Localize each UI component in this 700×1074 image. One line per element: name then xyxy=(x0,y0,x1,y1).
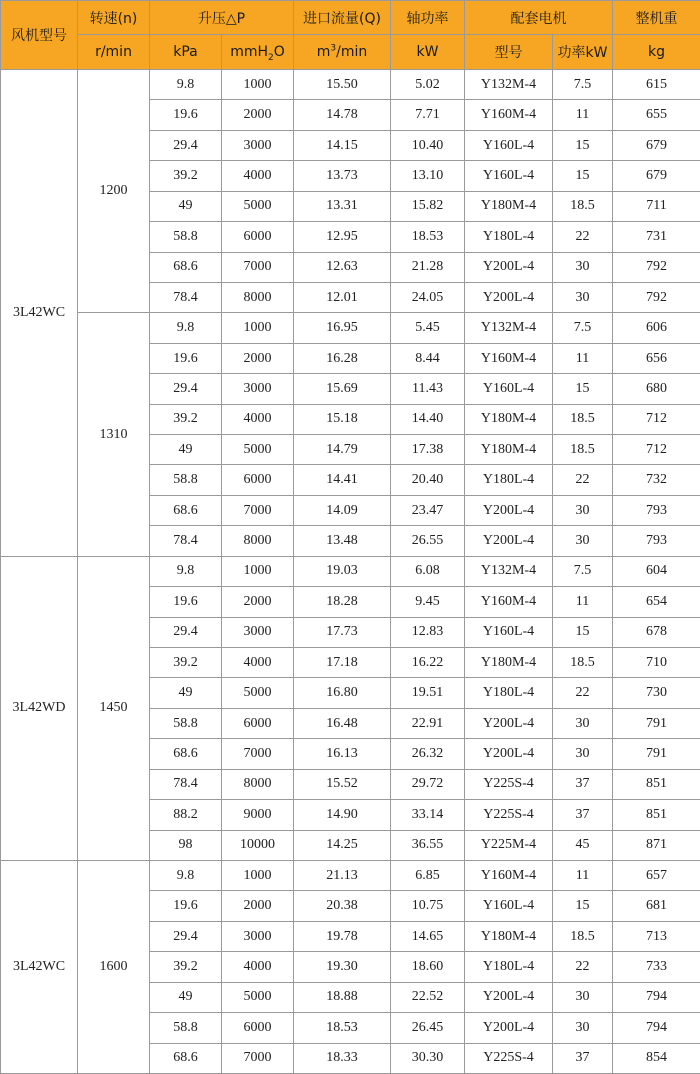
shaft-power-cell: 29.72 xyxy=(391,769,465,799)
table-row xyxy=(1,556,700,586)
flow-cell: 16.48 xyxy=(294,708,391,738)
pressure-mmh2o-cell: 2000 xyxy=(222,891,294,921)
pressure-mmh2o-cell: 8000 xyxy=(222,526,294,556)
motor-power-cell: 15 xyxy=(553,617,613,647)
table-row xyxy=(1,313,700,343)
flow-cell: 14.09 xyxy=(294,495,391,525)
header-motor-power: 功率kW xyxy=(553,35,613,70)
shaft-power-cell: 21.28 xyxy=(391,252,465,282)
pressure-mmh2o-cell: 4000 xyxy=(222,404,294,434)
motor-type-cell: Y132M-4 xyxy=(465,556,553,586)
shaft-power-cell: 6.08 xyxy=(391,556,465,586)
motor-type-cell: Y225S-4 xyxy=(465,769,553,799)
flow-cell: 19.30 xyxy=(294,952,391,982)
table-row xyxy=(1,860,700,890)
flow-cell: 14.15 xyxy=(294,130,391,160)
pressure-mmh2o-cell: 1000 xyxy=(222,556,294,586)
motor-power-cell: 7.5 xyxy=(553,70,613,100)
flow-cell: 17.18 xyxy=(294,648,391,678)
motor-power-cell: 22 xyxy=(553,465,613,495)
shaft-power-cell: 7.71 xyxy=(391,100,465,130)
motor-power-cell: 30 xyxy=(553,739,613,769)
flow-cell: 14.79 xyxy=(294,435,391,465)
pressure-kpa-cell: 78.4 xyxy=(150,769,222,799)
shaft-power-cell: 22.91 xyxy=(391,708,465,738)
motor-power-cell: 22 xyxy=(553,678,613,708)
flow-unit-sup: 3 xyxy=(330,43,337,54)
pressure-kpa-cell: 19.6 xyxy=(150,343,222,373)
motor-power-cell: 30 xyxy=(553,1013,613,1043)
flow-cell: 14.90 xyxy=(294,800,391,830)
motor-power-cell: 22 xyxy=(553,952,613,982)
motor-power-cell: 11 xyxy=(553,587,613,617)
speed-cell: 1450 xyxy=(78,556,150,860)
motor-type-cell: Y160L-4 xyxy=(465,617,553,647)
weight-cell: 680 xyxy=(613,374,700,404)
weight-cell: 712 xyxy=(613,404,700,434)
pressure-mmh2o-cell: 2000 xyxy=(222,587,294,617)
pressure-kpa-cell: 49 xyxy=(150,191,222,221)
motor-type-cell: Y160L-4 xyxy=(465,161,553,191)
pressure-mmh2o-cell: 7000 xyxy=(222,495,294,525)
flow-cell: 20.38 xyxy=(294,891,391,921)
pressure-kpa-cell: 9.8 xyxy=(150,860,222,890)
table-row xyxy=(1,70,700,100)
flow-unit-a: m xyxy=(316,44,331,60)
flow-cell: 15.50 xyxy=(294,70,391,100)
shaft-power-cell: 13.10 xyxy=(391,161,465,191)
weight-cell: 791 xyxy=(613,739,700,769)
pressure-kpa-cell: 29.4 xyxy=(150,130,222,160)
motor-type-cell: Y160M-4 xyxy=(465,100,553,130)
weight-cell: 604 xyxy=(613,556,700,586)
pressure-mmh2o-cell: 5000 xyxy=(222,191,294,221)
motor-power-cell: 30 xyxy=(553,982,613,1012)
motor-power-cell: 22 xyxy=(553,222,613,252)
motor-power-cell: 30 xyxy=(553,708,613,738)
header-weight-unit: kg xyxy=(613,35,700,70)
flow-cell: 16.28 xyxy=(294,343,391,373)
pressure-mmh2o-cell: 8000 xyxy=(222,282,294,312)
pressure-mmh2o-cell: 6000 xyxy=(222,1013,294,1043)
table-body xyxy=(1,70,700,1074)
shaft-power-cell: 26.45 xyxy=(391,1013,465,1043)
pressure-mmh2o-cell: 5000 xyxy=(222,435,294,465)
weight-cell: 792 xyxy=(613,252,700,282)
pressure-kpa-cell: 39.2 xyxy=(150,161,222,191)
flow-unit-b: /min xyxy=(336,44,368,60)
pressure-mmh2o-cell: 9000 xyxy=(222,800,294,830)
motor-power-cell: 18.5 xyxy=(553,648,613,678)
motor-type-cell: Y180M-4 xyxy=(465,921,553,951)
motor-type-cell: Y200L-4 xyxy=(465,739,553,769)
motor-type-cell: Y180L-4 xyxy=(465,465,553,495)
shaft-power-cell: 9.45 xyxy=(391,587,465,617)
shaft-power-cell: 10.75 xyxy=(391,891,465,921)
weight-cell: 732 xyxy=(613,465,700,495)
pressure-mmh2o-cell: 6000 xyxy=(222,465,294,495)
pressure-kpa-cell: 78.4 xyxy=(150,526,222,556)
weight-cell: 794 xyxy=(613,982,700,1012)
weight-cell: 679 xyxy=(613,130,700,160)
header-pressure-kpa: kPa xyxy=(150,35,222,70)
header-flow-unit xyxy=(294,35,391,70)
motor-power-cell: 37 xyxy=(553,800,613,830)
flow-cell: 18.28 xyxy=(294,587,391,617)
flow-cell: 18.88 xyxy=(294,982,391,1012)
motor-type-cell: Y225M-4 xyxy=(465,830,553,860)
shaft-power-cell: 19.51 xyxy=(391,678,465,708)
flow-cell: 13.73 xyxy=(294,161,391,191)
flow-cell: 16.13 xyxy=(294,739,391,769)
flow-cell: 19.78 xyxy=(294,921,391,951)
motor-power-cell: 18.5 xyxy=(553,191,613,221)
pressure-mmh2o-cell: 3000 xyxy=(222,921,294,951)
shaft-power-cell: 24.05 xyxy=(391,282,465,312)
shaft-power-cell: 20.40 xyxy=(391,465,465,495)
flow-cell: 14.78 xyxy=(294,100,391,130)
flow-cell: 18.33 xyxy=(294,1043,391,1074)
motor-type-cell: Y200L-4 xyxy=(465,282,553,312)
header-flow: 进口流量(Q) xyxy=(294,1,391,35)
flow-cell: 16.80 xyxy=(294,678,391,708)
shaft-power-cell: 10.40 xyxy=(391,130,465,160)
weight-cell: 681 xyxy=(613,891,700,921)
motor-type-cell: Y160L-4 xyxy=(465,130,553,160)
model-cell: 3L42WC xyxy=(1,70,78,557)
pressure-kpa-cell: 29.4 xyxy=(150,617,222,647)
flow-cell: 21.13 xyxy=(294,860,391,890)
pressure-mmh2o-cell: 7000 xyxy=(222,252,294,282)
mmh2o-a: mmH xyxy=(230,44,269,60)
flow-cell: 18.53 xyxy=(294,1013,391,1043)
pressure-mmh2o-cell: 2000 xyxy=(222,100,294,130)
shaft-power-cell: 15.82 xyxy=(391,191,465,221)
pressure-kpa-cell: 68.6 xyxy=(150,495,222,525)
flow-cell: 15.52 xyxy=(294,769,391,799)
weight-cell: 655 xyxy=(613,100,700,130)
pressure-kpa-cell: 49 xyxy=(150,435,222,465)
motor-type-cell: Y180L-4 xyxy=(465,678,553,708)
flow-cell: 14.41 xyxy=(294,465,391,495)
weight-cell: 730 xyxy=(613,678,700,708)
header-speed: 转速(n) xyxy=(78,1,150,35)
pressure-kpa-cell: 68.6 xyxy=(150,739,222,769)
shaft-power-cell: 8.44 xyxy=(391,343,465,373)
motor-type-cell: Y180M-4 xyxy=(465,191,553,221)
weight-cell: 710 xyxy=(613,648,700,678)
pressure-mmh2o-cell: 4000 xyxy=(222,648,294,678)
weight-cell: 733 xyxy=(613,952,700,982)
pressure-mmh2o-cell: 5000 xyxy=(222,982,294,1012)
weight-cell: 731 xyxy=(613,222,700,252)
weight-cell: 606 xyxy=(613,313,700,343)
motor-type-cell: Y180L-4 xyxy=(465,222,553,252)
motor-power-cell: 45 xyxy=(553,830,613,860)
pressure-kpa-cell: 58.8 xyxy=(150,222,222,252)
model-cell: 3L42WD xyxy=(1,556,78,860)
motor-power-cell: 15 xyxy=(553,130,613,160)
shaft-power-cell: 11.43 xyxy=(391,374,465,404)
motor-power-cell: 11 xyxy=(553,343,613,373)
weight-cell: 711 xyxy=(613,191,700,221)
flow-cell: 14.25 xyxy=(294,830,391,860)
pressure-kpa-cell: 9.8 xyxy=(150,313,222,343)
pressure-mmh2o-cell: 2000 xyxy=(222,343,294,373)
pressure-kpa-cell: 49 xyxy=(150,982,222,1012)
shaft-power-cell: 16.22 xyxy=(391,648,465,678)
weight-cell: 791 xyxy=(613,708,700,738)
shaft-power-cell: 26.32 xyxy=(391,739,465,769)
pressure-mmh2o-cell: 8000 xyxy=(222,769,294,799)
weight-cell: 794 xyxy=(613,1013,700,1043)
table-header xyxy=(1,1,700,70)
pressure-kpa-cell: 29.4 xyxy=(150,374,222,404)
shaft-power-cell: 22.52 xyxy=(391,982,465,1012)
pressure-mmh2o-cell: 5000 xyxy=(222,678,294,708)
motor-power-cell: 37 xyxy=(553,769,613,799)
weight-cell: 712 xyxy=(613,435,700,465)
shaft-power-cell: 33.14 xyxy=(391,800,465,830)
pressure-kpa-cell: 29.4 xyxy=(150,921,222,951)
pressure-kpa-cell: 19.6 xyxy=(150,587,222,617)
motor-type-cell: Y200L-4 xyxy=(465,982,553,1012)
motor-power-cell: 18.5 xyxy=(553,404,613,434)
pressure-mmh2o-cell: 1000 xyxy=(222,70,294,100)
pressure-mmh2o-cell: 7000 xyxy=(222,1043,294,1074)
flow-cell: 16.95 xyxy=(294,313,391,343)
header-row-2 xyxy=(1,35,700,70)
header-row-1 xyxy=(1,1,700,35)
motor-power-cell: 15 xyxy=(553,161,613,191)
motor-type-cell: Y180M-4 xyxy=(465,435,553,465)
pressure-kpa-cell: 58.8 xyxy=(150,1013,222,1043)
motor-type-cell: Y180M-4 xyxy=(465,648,553,678)
speed-cell: 1600 xyxy=(78,860,150,1073)
shaft-power-cell: 23.47 xyxy=(391,495,465,525)
flow-cell: 12.01 xyxy=(294,282,391,312)
flow-cell: 13.48 xyxy=(294,526,391,556)
shaft-power-cell: 36.55 xyxy=(391,830,465,860)
flow-cell: 12.95 xyxy=(294,222,391,252)
shaft-power-cell: 6.85 xyxy=(391,860,465,890)
flow-cell: 17.73 xyxy=(294,617,391,647)
pressure-mmh2o-cell: 4000 xyxy=(222,952,294,982)
weight-cell: 713 xyxy=(613,921,700,951)
pressure-kpa-cell: 88.2 xyxy=(150,800,222,830)
motor-type-cell: Y200L-4 xyxy=(465,252,553,282)
motor-power-cell: 30 xyxy=(553,252,613,282)
motor-type-cell: Y160L-4 xyxy=(465,891,553,921)
motor-power-cell: 15 xyxy=(553,374,613,404)
pressure-kpa-cell: 68.6 xyxy=(150,252,222,282)
motor-power-cell: 30 xyxy=(553,526,613,556)
motor-power-cell: 30 xyxy=(553,282,613,312)
pressure-mmh2o-cell: 7000 xyxy=(222,739,294,769)
pressure-kpa-cell: 39.2 xyxy=(150,952,222,982)
pressure-mmh2o-cell: 6000 xyxy=(222,222,294,252)
motor-type-cell: Y225S-4 xyxy=(465,1043,553,1074)
weight-cell: 656 xyxy=(613,343,700,373)
shaft-power-cell: 14.40 xyxy=(391,404,465,434)
flow-cell: 13.31 xyxy=(294,191,391,221)
pressure-kpa-cell: 39.2 xyxy=(150,648,222,678)
motor-type-cell: Y200L-4 xyxy=(465,1013,553,1043)
header-pressure-mmh2o xyxy=(222,35,294,70)
header-pressure: 升压△P xyxy=(150,1,294,35)
weight-cell: 871 xyxy=(613,830,700,860)
shaft-power-cell: 17.38 xyxy=(391,435,465,465)
pressure-mmh2o-cell: 3000 xyxy=(222,130,294,160)
pressure-kpa-cell: 78.4 xyxy=(150,282,222,312)
shaft-power-cell: 5.02 xyxy=(391,70,465,100)
shaft-power-cell: 5.45 xyxy=(391,313,465,343)
weight-cell: 793 xyxy=(613,495,700,525)
header-speed-unit: r/min xyxy=(78,35,150,70)
weight-cell: 792 xyxy=(613,282,700,312)
speed-cell: 1310 xyxy=(78,313,150,556)
motor-type-cell: Y180M-4 xyxy=(465,404,553,434)
motor-power-cell: 11 xyxy=(553,100,613,130)
motor-type-cell: Y200L-4 xyxy=(465,526,553,556)
motor-power-cell: 7.5 xyxy=(553,556,613,586)
pressure-mmh2o-cell: 3000 xyxy=(222,617,294,647)
motor-power-cell: 18.5 xyxy=(553,921,613,951)
flow-cell: 19.03 xyxy=(294,556,391,586)
shaft-power-cell: 12.83 xyxy=(391,617,465,647)
weight-cell: 851 xyxy=(613,800,700,830)
weight-cell: 854 xyxy=(613,1043,700,1074)
model-cell: 3L42WC xyxy=(1,860,78,1073)
mmh2o-sub: 2 xyxy=(268,52,274,63)
motor-power-cell: 11 xyxy=(553,860,613,890)
flow-cell: 12.63 xyxy=(294,252,391,282)
pressure-kpa-cell: 9.8 xyxy=(150,556,222,586)
pressure-mmh2o-cell: 6000 xyxy=(222,708,294,738)
pressure-kpa-cell: 58.8 xyxy=(150,708,222,738)
pressure-kpa-cell: 68.6 xyxy=(150,1043,222,1074)
motor-type-cell: Y160L-4 xyxy=(465,374,553,404)
motor-type-cell: Y160M-4 xyxy=(465,860,553,890)
pressure-kpa-cell: 19.6 xyxy=(150,891,222,921)
header-model: 风机型号 xyxy=(1,1,78,70)
pressure-mmh2o-cell: 4000 xyxy=(222,161,294,191)
weight-cell: 793 xyxy=(613,526,700,556)
weight-cell: 679 xyxy=(613,161,700,191)
pressure-mmh2o-cell: 10000 xyxy=(222,830,294,860)
flow-cell: 15.18 xyxy=(294,404,391,434)
motor-type-cell: Y180L-4 xyxy=(465,952,553,982)
weight-cell: 615 xyxy=(613,70,700,100)
header-shaft-power: 轴功率 xyxy=(391,1,465,35)
weight-cell: 657 xyxy=(613,860,700,890)
motor-type-cell: Y200L-4 xyxy=(465,708,553,738)
motor-type-cell: Y200L-4 xyxy=(465,495,553,525)
pressure-kpa-cell: 98 xyxy=(150,830,222,860)
motor-power-cell: 30 xyxy=(553,495,613,525)
shaft-power-cell: 18.53 xyxy=(391,222,465,252)
motor-power-cell: 7.5 xyxy=(553,313,613,343)
shaft-power-cell: 14.65 xyxy=(391,921,465,951)
flow-cell: 15.69 xyxy=(294,374,391,404)
motor-power-cell: 15 xyxy=(553,891,613,921)
weight-cell: 654 xyxy=(613,587,700,617)
weight-cell: 851 xyxy=(613,769,700,799)
motor-power-cell: 18.5 xyxy=(553,435,613,465)
motor-type-cell: Y160M-4 xyxy=(465,587,553,617)
header-motor: 配套电机 xyxy=(465,1,613,35)
header-shaft-power-unit: kW xyxy=(391,35,465,70)
pressure-mmh2o-cell: 1000 xyxy=(222,860,294,890)
shaft-power-cell: 30.30 xyxy=(391,1043,465,1074)
pressure-mmh2o-cell: 3000 xyxy=(222,374,294,404)
motor-type-cell: Y225S-4 xyxy=(465,800,553,830)
pressure-kpa-cell: 19.6 xyxy=(150,100,222,130)
header-motor-type: 型号 xyxy=(465,35,553,70)
shaft-power-cell: 18.60 xyxy=(391,952,465,982)
header-weight: 整机重 xyxy=(613,1,700,35)
motor-power-cell: 37 xyxy=(553,1043,613,1074)
motor-type-cell: Y132M-4 xyxy=(465,70,553,100)
weight-cell: 678 xyxy=(613,617,700,647)
shaft-power-cell: 26.55 xyxy=(391,526,465,556)
pressure-mmh2o-cell: 1000 xyxy=(222,313,294,343)
mmh2o-b: O xyxy=(273,44,285,60)
speed-cell: 1200 xyxy=(78,70,150,313)
motor-type-cell: Y132M-4 xyxy=(465,313,553,343)
pressure-kpa-cell: 49 xyxy=(150,678,222,708)
pressure-kpa-cell: 58.8 xyxy=(150,465,222,495)
pressure-kpa-cell: 39.2 xyxy=(150,404,222,434)
pressure-kpa-cell: 9.8 xyxy=(150,70,222,100)
motor-type-cell: Y160M-4 xyxy=(465,343,553,373)
